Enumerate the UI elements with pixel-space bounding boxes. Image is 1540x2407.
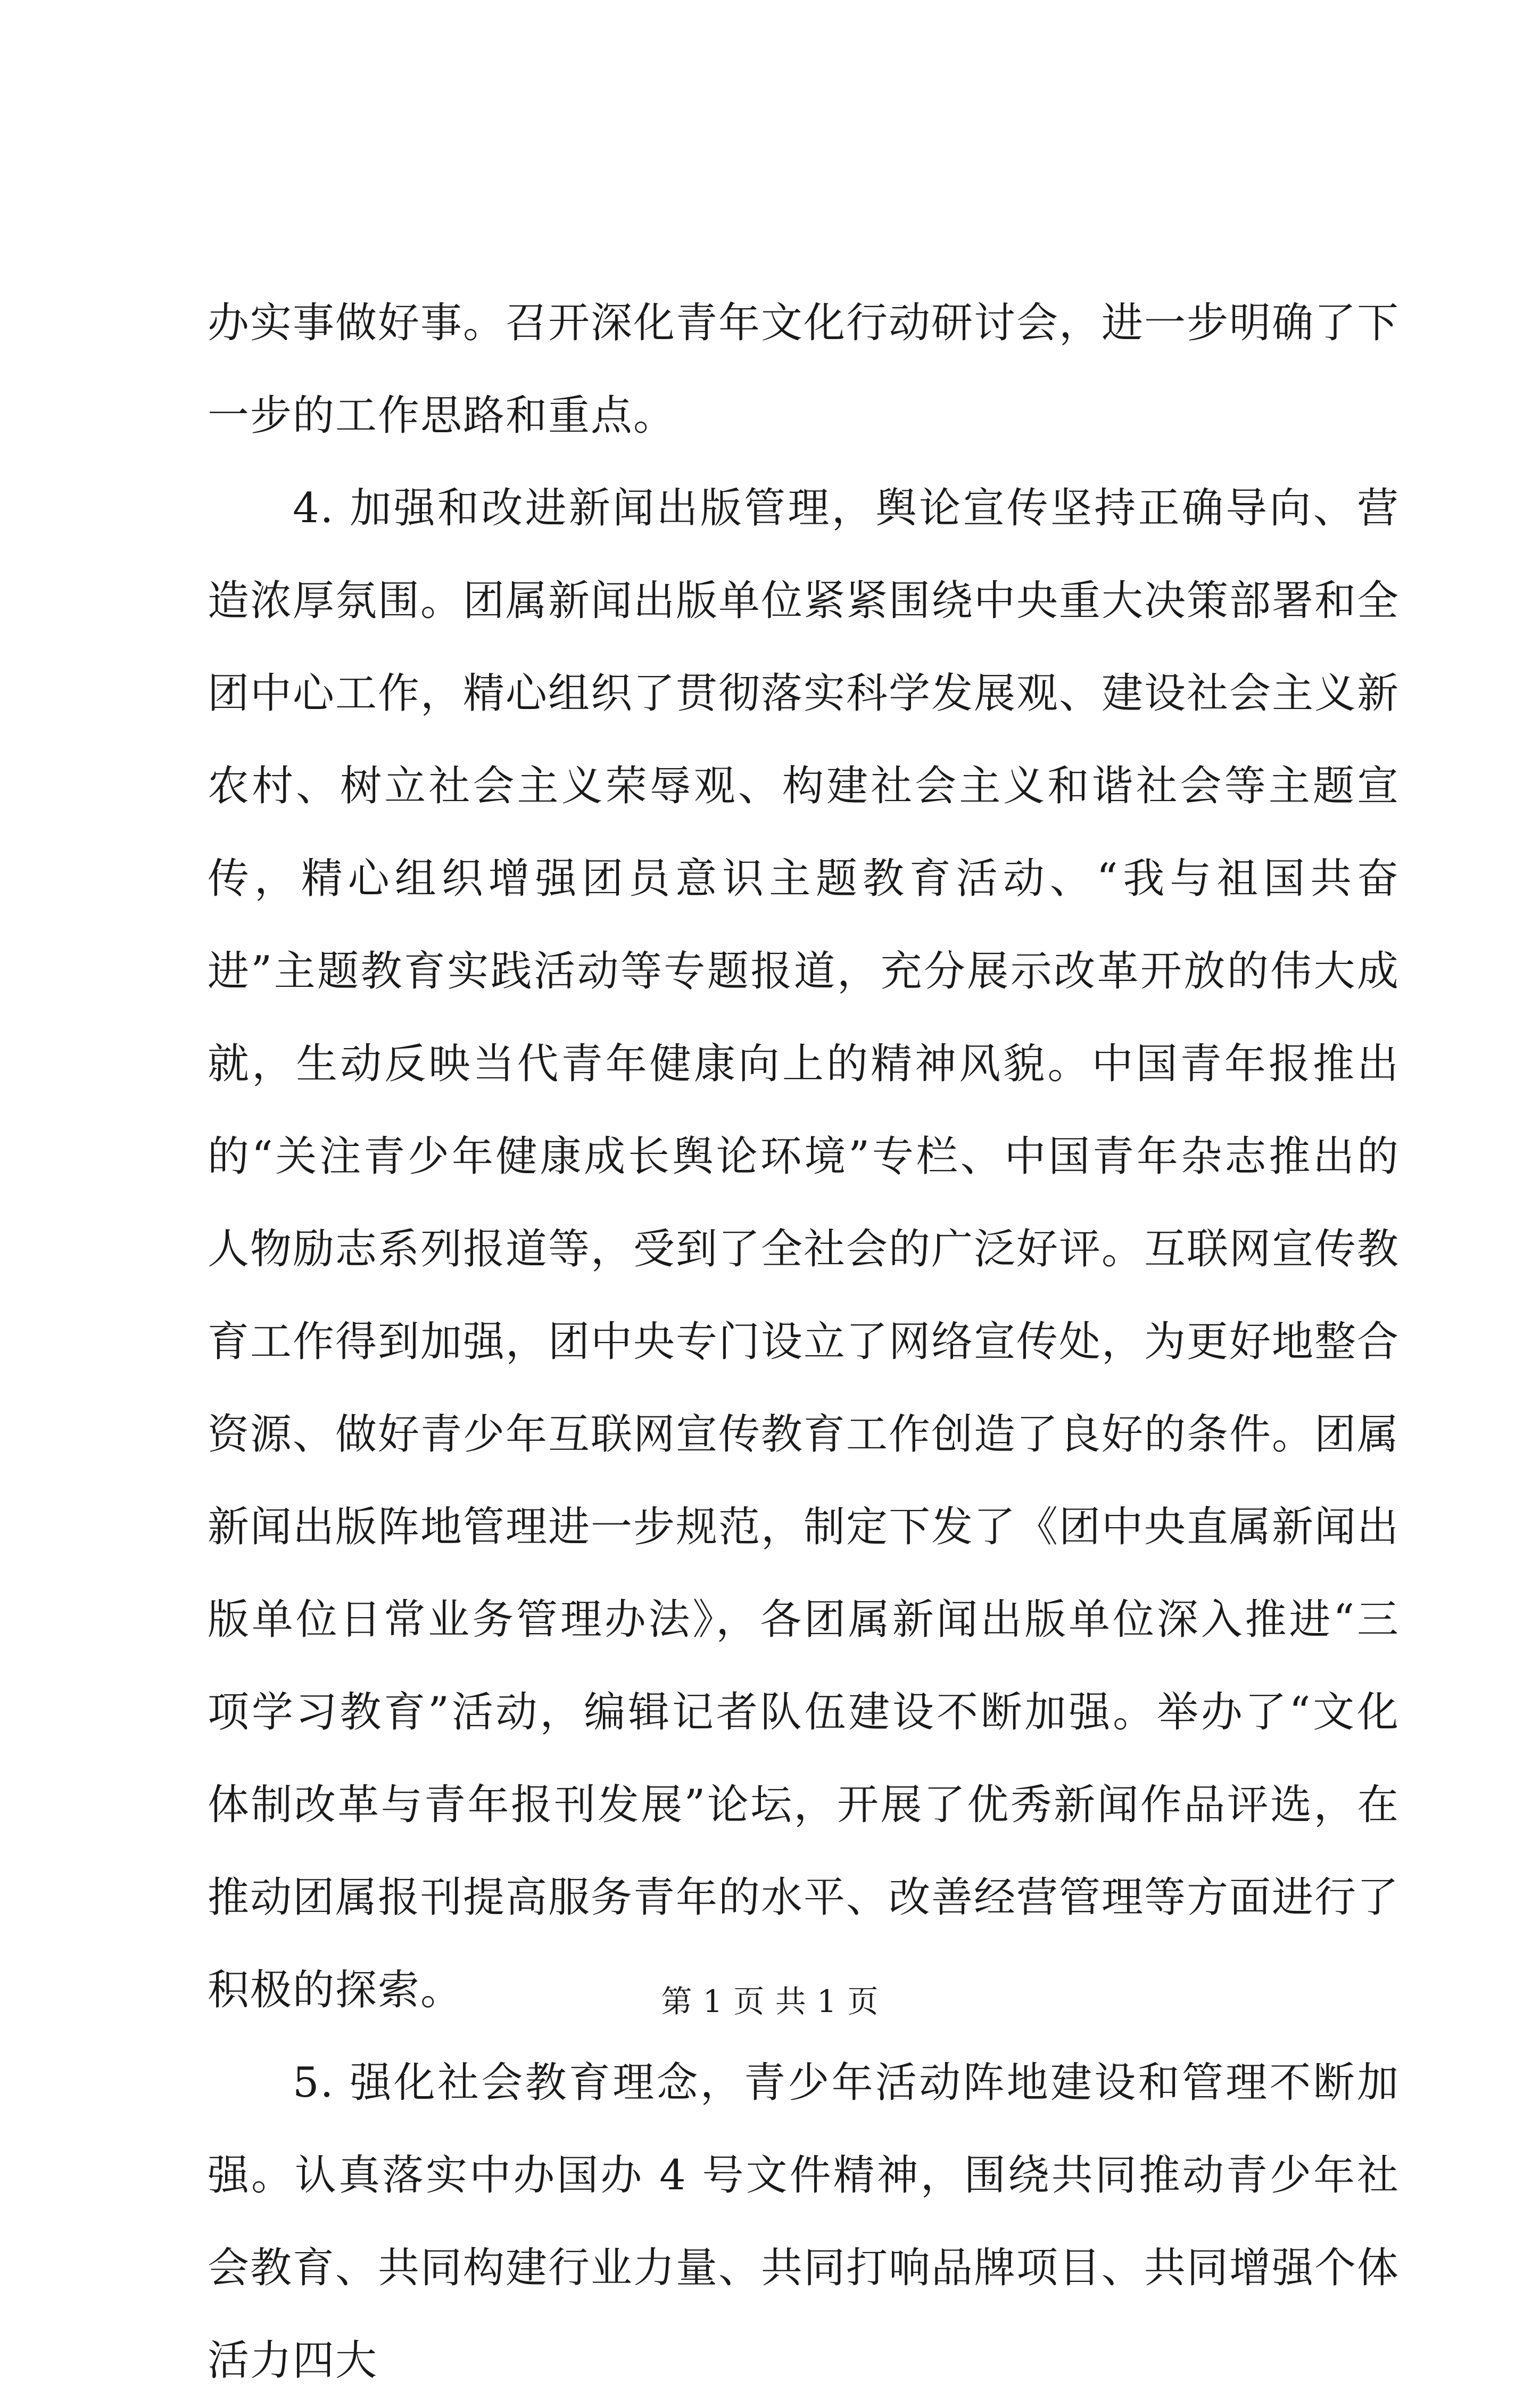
body-text xyxy=(208,277,1400,2407)
page-footer: 第 1 页 共 1 页 xyxy=(661,1983,879,2019)
paragraph-1: 办实事做好事。召开深化青年文化行动研讨会，进一步明确了下一步的工作思路和重点。 xyxy=(208,299,1400,440)
paragraph-2: 4. 加强和改进新闻出版管理，舆论宣传坚持正确导向、营造浓厚氛围。团属新闻出版单位紧紧围绕中央重大决策部署和全团中心工作，精心组织了贯彻落实科学发展观、建设社会主义新农村、树立社会主义荣辱观、构建社会主义和谐社会等主题宣传，精心组织增强团员意识主题教育活动、“我与祖国共奋进”主题教育实践活动等专题报道，充分展示改革开放的伟大成就，生动反映当代青年健康向上的精神风貌。中国青年报推出的“关注青少年健康成长舆论环境”专栏、中国青年杂志推出的人物励志系列报道等，受到了全社会的广泛好评。互联网宣传教育工作得到加强，团中央专门设立了网络宣传处，为更好地整合资源、做好青少年互联网宣传教育工作创造了良好的条件。团属新闻出版阵地管理进一步规范，制定下发了《团中央直属新闻出版单位日常业务管理办法》，各团属新闻出版单位深入推进“三项学习教育”活动，编辑记者队伍建设不断加强。举办了“文化体制改革与青年报刊发展”论坛，开展了优秀新闻作品评选，在推动团属报刊提高服务青年的水平、改善经营管理等方面进行了积极的探索。 xyxy=(208,484,1400,2014)
paragraph-3: 5. 强化社会教育理念，青少年活动阵地建设和管理不断加强。认真落实中办国办 4 号文件精神，围绕共同推动青少年社会教育、共同构建行业力量、共同打响品牌项目、共同增强个体活力四大 xyxy=(208,2059,1400,2385)
